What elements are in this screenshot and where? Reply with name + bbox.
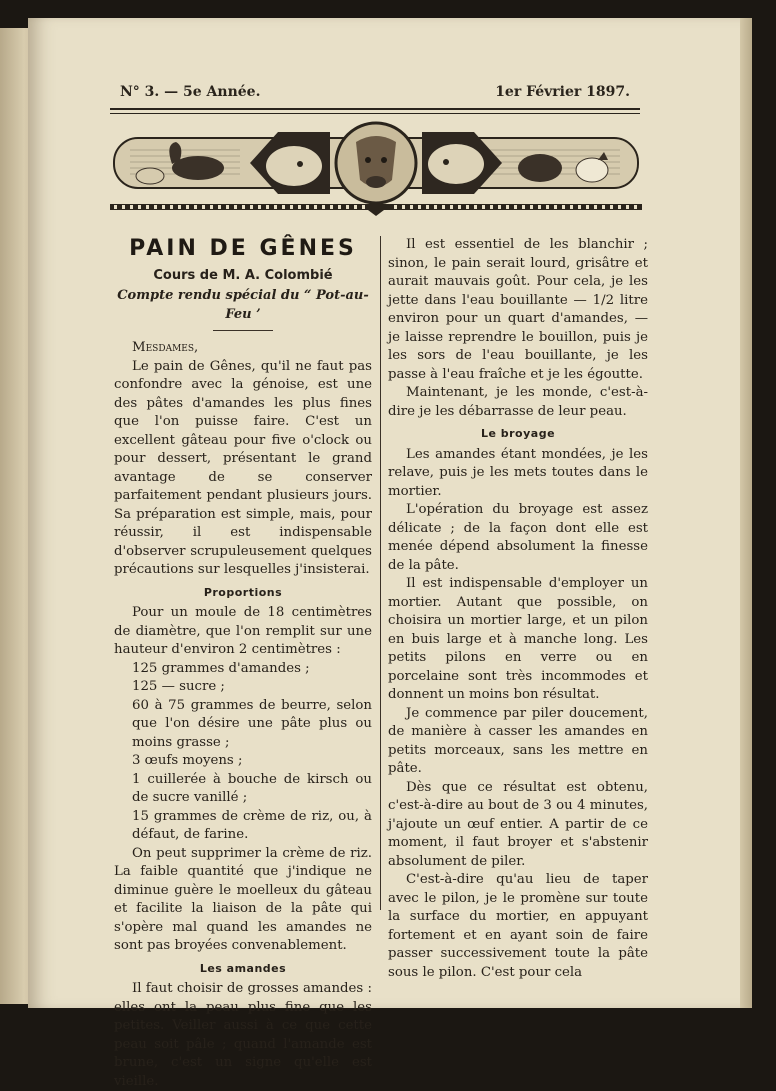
ingredient-item: 125 grammes d'amandes ;: [132, 660, 310, 676]
article-column-right: [388, 236, 648, 982]
intro-paragraph: Le pain de Gênes, qu'il ne faut pas confondre avec la génoise, est une des pâtes d'amandes les plus fines que l'on puisse faire. C'est un excellent gâteau pour five o'clock ou pour dessert, présentant le grand avantage de se conserver parfaitement pendant plusieurs jours. Sa préparation est simple, mais, pour réussir, il est indispensable d'observer scrupuleusement quelques précautions sur lesquelles j'insisterai.: [114, 358, 372, 577]
ingredient-item: 60 à 75 grammes de beurre, selon que l'on désire une pâte plus ou moins grasse ;: [132, 697, 372, 750]
ingredient-item: 15 grammes de crème de riz, ou, à défaut, de farine.: [132, 808, 372, 842]
rice-note: On peut supprimer la crème de riz. La faible quantité que j'indique ne diminue guère le moelleux du gâteau et facilite la liaison de la pâte qui s'opère mal quand les amandes ne sont pas broyées convenablement.: [114, 845, 372, 953]
issue-number: N° 3. — 5e Année.: [120, 84, 261, 100]
grinding-paragraph-1: Les amandes étant mondées, je les relave, puis je les mets toutes dans le mortier.: [388, 446, 648, 499]
header-rule-thin: [110, 113, 640, 114]
ingredient-item: 3 œufs moyens ;: [132, 753, 243, 768]
page-edge: [740, 18, 752, 1008]
ingredient-item: 125 — sucre ;: [132, 679, 225, 694]
article-title: PAIN DE GÊNES: [129, 236, 357, 261]
farm-animals-illustration-icon: [110, 120, 642, 216]
almonds-heading: Les amandes: [199, 961, 287, 975]
column-divider: [380, 236, 381, 910]
header-rule: [110, 108, 640, 110]
page-header: [110, 84, 640, 104]
grinding-paragraph-6: C'est-à-dire qu'au lieu de taper avec le pilon, je le promène sur toute la surface du mortier, en appuyant fortement et en ayant soin de faire passer successivement toute la pâte sous le pilon. C'est pour cela: [388, 872, 648, 980]
salutation: Mesdames,: [132, 340, 199, 355]
almonds-paragraph-3: Maintenant, je les monde, c'est-à-dire je les débarrasse de leur peau.: [388, 385, 648, 419]
grinding-heading: Le broyage: [480, 427, 556, 440]
ingredient-list: [114, 660, 372, 845]
proportions-intro: Pour un moule de 18 centimètres de diamètre, que l'on remplit sur une hauteur d'environ 2 centimètres :: [114, 605, 372, 657]
grinding-paragraph-2: L'opération du broyage est assez délicate ; de la façon dont elle est menée dépend absolument la finesse de la pâte.: [388, 502, 648, 573]
lecturer-line: Cours de M. A. Colombié: [153, 267, 333, 283]
title-rule: [213, 330, 273, 331]
report-line: Compte rendu spécial du “ Pot-au-Feu ’: [117, 288, 369, 322]
grinding-paragraph-5: Dès que ce résultat est obtenu, c'est-à-dire au bout de 3 ou 4 minutes, j'ajoute un œuf entier. A partir de ce moment, il faut broyer et s'abstenir absolument de piler.: [388, 779, 648, 869]
grinding-paragraph-4: Je commence par piler doucement, de manière à casser les amandes en petits morceaux, sans les mettre en pâte.: [388, 705, 648, 776]
grinding-paragraph-3: Il est indispensable d'employer un mortier. Autant que possible, on choisira un mortier large, et un pilon en buis large et à manche long. Les petits pilons en verre ou en porcelaine sont très incommodes et donnent un moins bon résultat.: [388, 576, 648, 702]
almonds-paragraph-2: Il est essentiel de les blanchir ; sinon, le pain serait lourd, grisâtre et aurait mauvais goût. Pour cela, je les jette dans l'eau bouillante — 1/2 litre environ pour un quart d'amandes, — je laisse reprendre le bouillon, puis je les sors de l'eau bouillante, je les passe à l'eau fraîche et je les égoutte.: [388, 237, 648, 382]
article-column-left: [114, 236, 372, 1091]
proportions-heading: Proportions: [203, 585, 283, 599]
almonds-paragraph-1: Il faut choisir de grosses amandes : elles ont la peau plus fine que les petites. Veiller aussi à ce que cette peau soit pâle ; quand l'amande est brune, c'est un signe qu'elle est vieille.: [114, 981, 372, 1089]
issue-date: 1er Février 1897.: [495, 84, 630, 100]
ingredient-item: 1 cuillerée à bouche de kirsch ou de sucre vanillé ;: [132, 771, 372, 805]
